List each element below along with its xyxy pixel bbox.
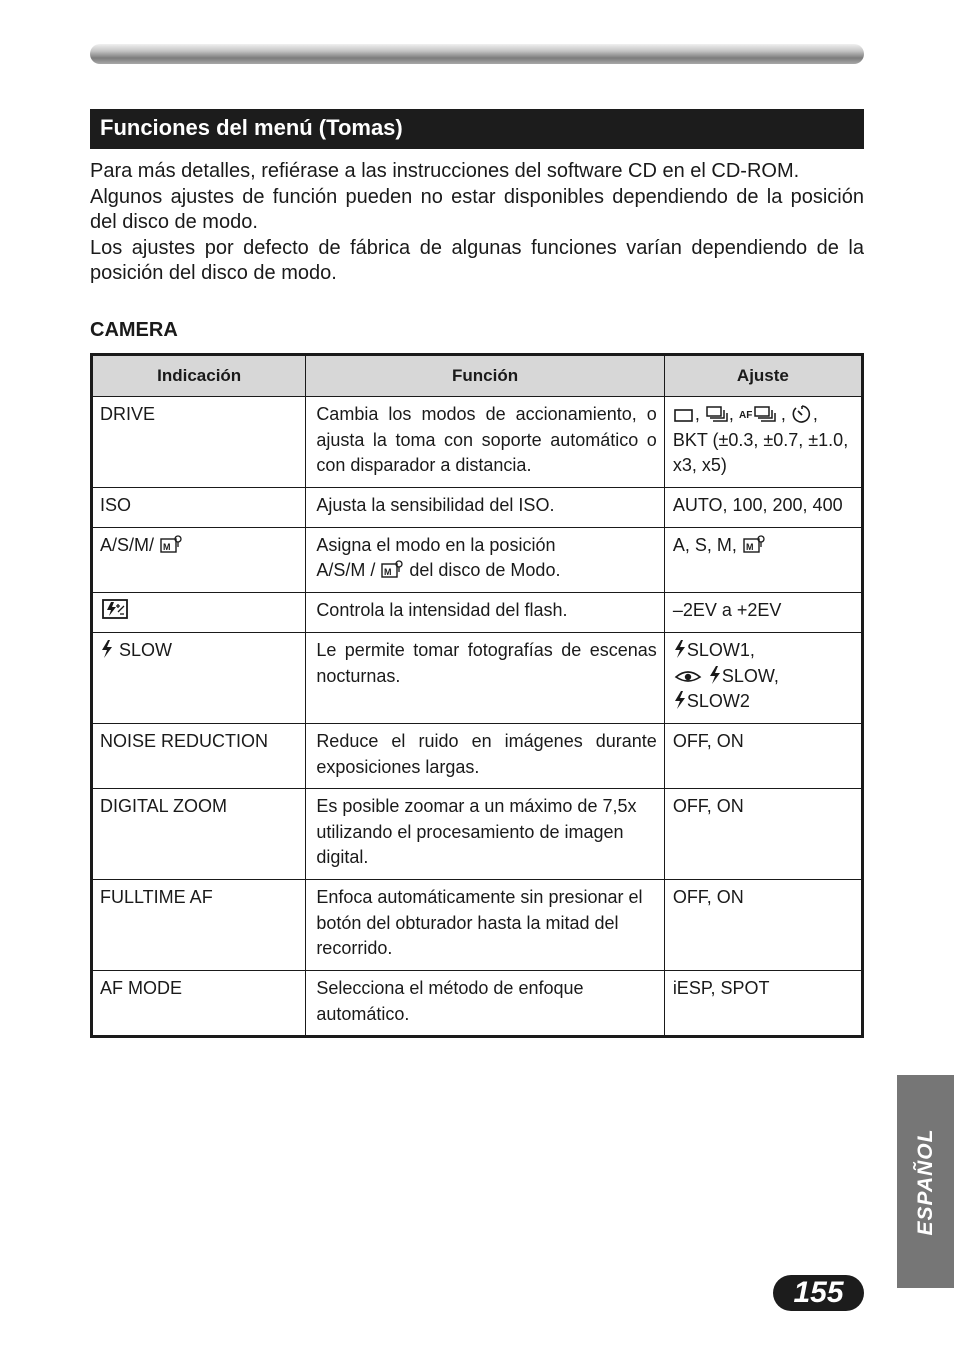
cell-function: Le permite tomar fotografías de escenas nocturnas. xyxy=(306,633,665,724)
cell-indication xyxy=(92,527,306,592)
header-setting: Ajuste xyxy=(664,355,862,397)
drive-icons-line xyxy=(673,402,854,428)
flash-icon xyxy=(100,639,114,659)
svg-text:M: M xyxy=(745,541,754,552)
icon-separator: , xyxy=(812,404,818,424)
flash-icon xyxy=(673,690,687,710)
icon-separator: , xyxy=(728,404,734,424)
section-header xyxy=(90,109,864,149)
setting-text: A, S, M, xyxy=(672,534,737,555)
cell-indication: DIGITAL ZOOM xyxy=(92,789,306,880)
cell-setting: OFF, ON xyxy=(664,724,862,789)
cell-function: Ajusta la sensibilidad del ISO. xyxy=(306,488,665,528)
cell-setting: –2EV a +2EV xyxy=(664,592,862,633)
cell-indication xyxy=(92,592,306,633)
cell-indication: NOISE REDUCTION xyxy=(92,724,306,789)
svg-text:M: M xyxy=(384,567,392,577)
cell-indication: ISO xyxy=(92,488,306,528)
table-row xyxy=(92,397,863,488)
sequential-icon xyxy=(705,405,729,423)
indication-text: A/S/M/ xyxy=(100,534,155,555)
cell-setting: OFF, ON xyxy=(664,789,862,880)
cell-indication: AF MODE xyxy=(92,971,306,1037)
top-decorative-bar xyxy=(90,44,864,64)
table-row xyxy=(92,724,863,789)
cell-function: Reduce el ruido en imágenes durante exposiciones largas. xyxy=(306,724,665,789)
cell-setting xyxy=(664,527,862,592)
cell-setting xyxy=(664,633,862,724)
language-side-tab xyxy=(897,1075,954,1288)
function-line xyxy=(316,558,657,584)
intro-paragraph: Para más detalles, refiérase a las instrucciones del software CD en el CD-ROM. xyxy=(90,160,800,182)
setting-line xyxy=(673,638,854,664)
af-sequential-icon xyxy=(739,405,781,423)
cell-function: Es posible zoomar a un máximo de 7,5x utilizando el procesamiento de imagen digital. xyxy=(306,789,665,880)
flash-icon xyxy=(708,665,722,685)
cell-setting: iESP, SPOT xyxy=(664,971,862,1037)
function-line: Asigna el modo en la posición xyxy=(316,534,556,555)
page-number: 155 xyxy=(773,1275,864,1311)
cell-function: Selecciona el método de enfoque automático. xyxy=(306,971,665,1037)
indication-text: SLOW xyxy=(119,640,173,660)
cell-indication xyxy=(92,633,306,724)
table-row xyxy=(92,527,863,592)
flash-intensity-icon xyxy=(100,598,130,620)
intro-paragraph: Algunos ajustes de función pueden no estar disponibles dependiendo de la posición del disco de modo. xyxy=(90,185,864,233)
table-row xyxy=(92,971,863,1037)
table-header-row xyxy=(92,355,863,397)
cell-indication: FULLTIME AF xyxy=(92,880,306,971)
menu-functions-table xyxy=(90,353,864,1038)
cell-setting xyxy=(664,397,862,488)
cell-indication: DRIVE xyxy=(92,397,306,488)
my-mode-icon xyxy=(380,559,404,579)
cell-function: Cambia los modos de accionamiento, o ajusta la toma con soporte automático o con disparador a distancia. xyxy=(306,397,665,488)
single-frame-icon xyxy=(673,407,695,423)
camera-label: CAMERA xyxy=(90,319,178,341)
flash-icon xyxy=(673,639,687,659)
setting-text: SLOW1, xyxy=(686,640,755,660)
setting-line xyxy=(673,689,854,715)
drive-bkt-text: BKT (±0.3, ±0.7, ±1.0, x3, x5) xyxy=(672,429,849,475)
my-mode-icon xyxy=(159,534,183,554)
header-indication: Indicación xyxy=(92,355,306,397)
cell-function xyxy=(306,527,665,592)
icon-separator: , xyxy=(780,404,786,424)
red-eye-icon xyxy=(673,667,703,685)
icon-separator: , xyxy=(694,404,700,424)
table-row xyxy=(92,789,863,880)
cell-function: Enfoca automáticamente sin presionar el botón del obturador hasta la mitad del recorrido. xyxy=(306,880,665,971)
table-row xyxy=(92,880,863,971)
language-label: ESPAÑOL xyxy=(913,1128,937,1235)
function-text: del disco de Modo. xyxy=(409,560,561,580)
intro-text xyxy=(90,159,864,287)
intro-paragraph: Los ajustes por defecto de fábrica de algunas funciones varían dependiendo de la posición del disco de modo. xyxy=(90,236,864,284)
header-function: Función xyxy=(306,355,665,397)
my-mode-icon xyxy=(742,534,766,554)
table-row xyxy=(92,488,863,528)
self-timer-icon xyxy=(791,403,813,423)
table-row xyxy=(92,633,863,724)
function-text: A/S/M / xyxy=(316,560,376,580)
setting-text: SLOW2 xyxy=(686,691,750,711)
setting-line xyxy=(673,664,854,690)
cell-function: Controla la intensidad del flash. xyxy=(306,592,665,633)
svg-text:AF: AF xyxy=(738,410,753,421)
setting-text: SLOW, xyxy=(721,665,779,686)
section-title: Funciones del menú (Tomas) xyxy=(100,115,403,140)
cell-setting: AUTO, 100, 200, 400 xyxy=(664,488,862,528)
table-row xyxy=(92,592,863,633)
svg-text:M: M xyxy=(163,541,171,552)
cell-setting: OFF, ON xyxy=(664,880,862,971)
